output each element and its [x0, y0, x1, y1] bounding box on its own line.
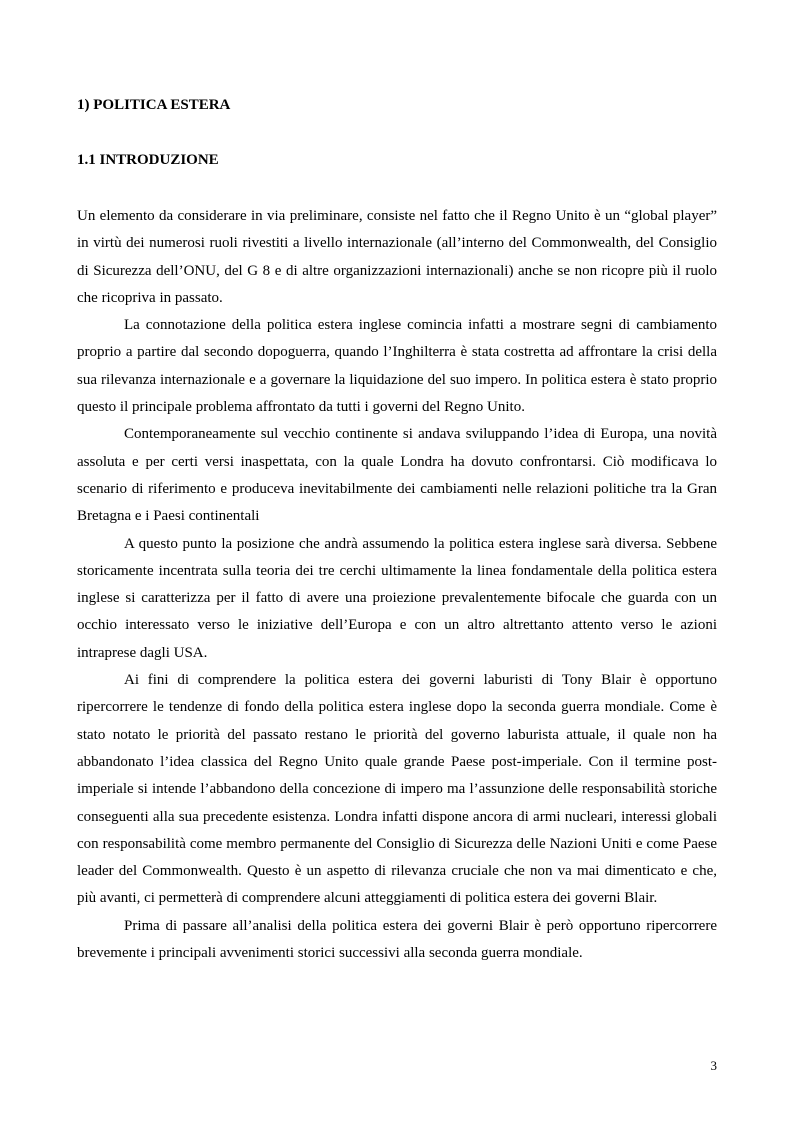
paragraph-5: Ai fini di comprendere la politica estera dei governi laburisti di Tony Blair è opportuno ripercorrere le tendenze di fondo della politica estera inglese dopo la seconda guerra mondiale. Come è stato notato le priorità del passato restano le priorità del governo laburista attuale, il quale non ha abbandonato l’idea classica del Regno Unito quale grande Paese post-imperiale. Con il termine post-imperiale si intende l’abbandono della concezione di impero ma l’assunzione delle responsabilità storiche conseguenti alla sua precedente esistenza. Londra infatti dispone ancora di armi nucleari, interessi globali con responsabilità come membro permanente del Consiglio di Sicurezza delle Nazioni Uniti e come Paese leader del Commonwealth. Questo è un aspetto di rilevanza cruciale che non va mai dimenticato e che, più avanti, ci permetterà di comprendere alcuni atteggiamenti di politica estera dei governi Blair. — [77, 672, 717, 907]
paragraph-3: Contemporaneamente sul vecchio continente si andava sviluppando l’idea di Europa, una novità assoluta e per certi versi inaspettata, con la quale Londra ha dovuto confrontarsi. Ciò modificava lo scenario di riferimento e produceva inevitabilmente dei cambiamenti nelle relazioni politiche tra la Gran Bretagna e i Paesi continentali — [77, 426, 717, 525]
subsection-heading: 1.1 INTRODUZIONE — [77, 152, 219, 168]
body-text — [77, 203, 717, 967]
page-number: 3 — [710, 1058, 717, 1073]
paragraph-1: Un elemento da considerare in via preliminare, consiste nel fatto che il Regno Unito è un “global player” in virtù dei numerosi ruoli rivestiti a livello internazionale (all’interno del Commonwealth, del Consiglio di Sicurezza dell’ONU, del G 8 e di altre organizzazioni internazionali) anche se non ricopre più il ruolo che ricopriva in passato. — [77, 208, 717, 306]
paragraph-6: Prima di passare all’analisi della politica estera dei governi Blair è però opportuno ripercorrere brevemente i principali avvenimenti storici successivi alla seconda guerra mondiale. — [77, 917, 717, 962]
section-heading: 1) POLITICA ESTERA — [77, 97, 231, 113]
paragraph-2: La connotazione della politica estera inglese comincia infatti a mostrare segni di cambiamento proprio a partire dal secondo dopoguerra, quando l’Inghilterra è stata costretta ad affrontare la crisi della sua rilevanza internazionale e a governare la liquidazione del suo impero. In politica estera è stato proprio questo il principale problema affrontato da tutti i governi del Regno Unito. — [77, 317, 717, 416]
paragraph-4: A questo punto la posizione che andrà assumendo la politica estera inglese sarà diversa. Sebbene storicamente incentrata sulla teoria dei tre cerchi ultimamente la linea fondamentale della politica estera inglese si caratterizza per il fatto di avere una proiezione prevalentemente bifocale che guarda con un occhio interessato verso le iniziative dell’Europa e con un altro altrettanto attento verso le azioni intraprese dagli USA. — [77, 535, 717, 661]
